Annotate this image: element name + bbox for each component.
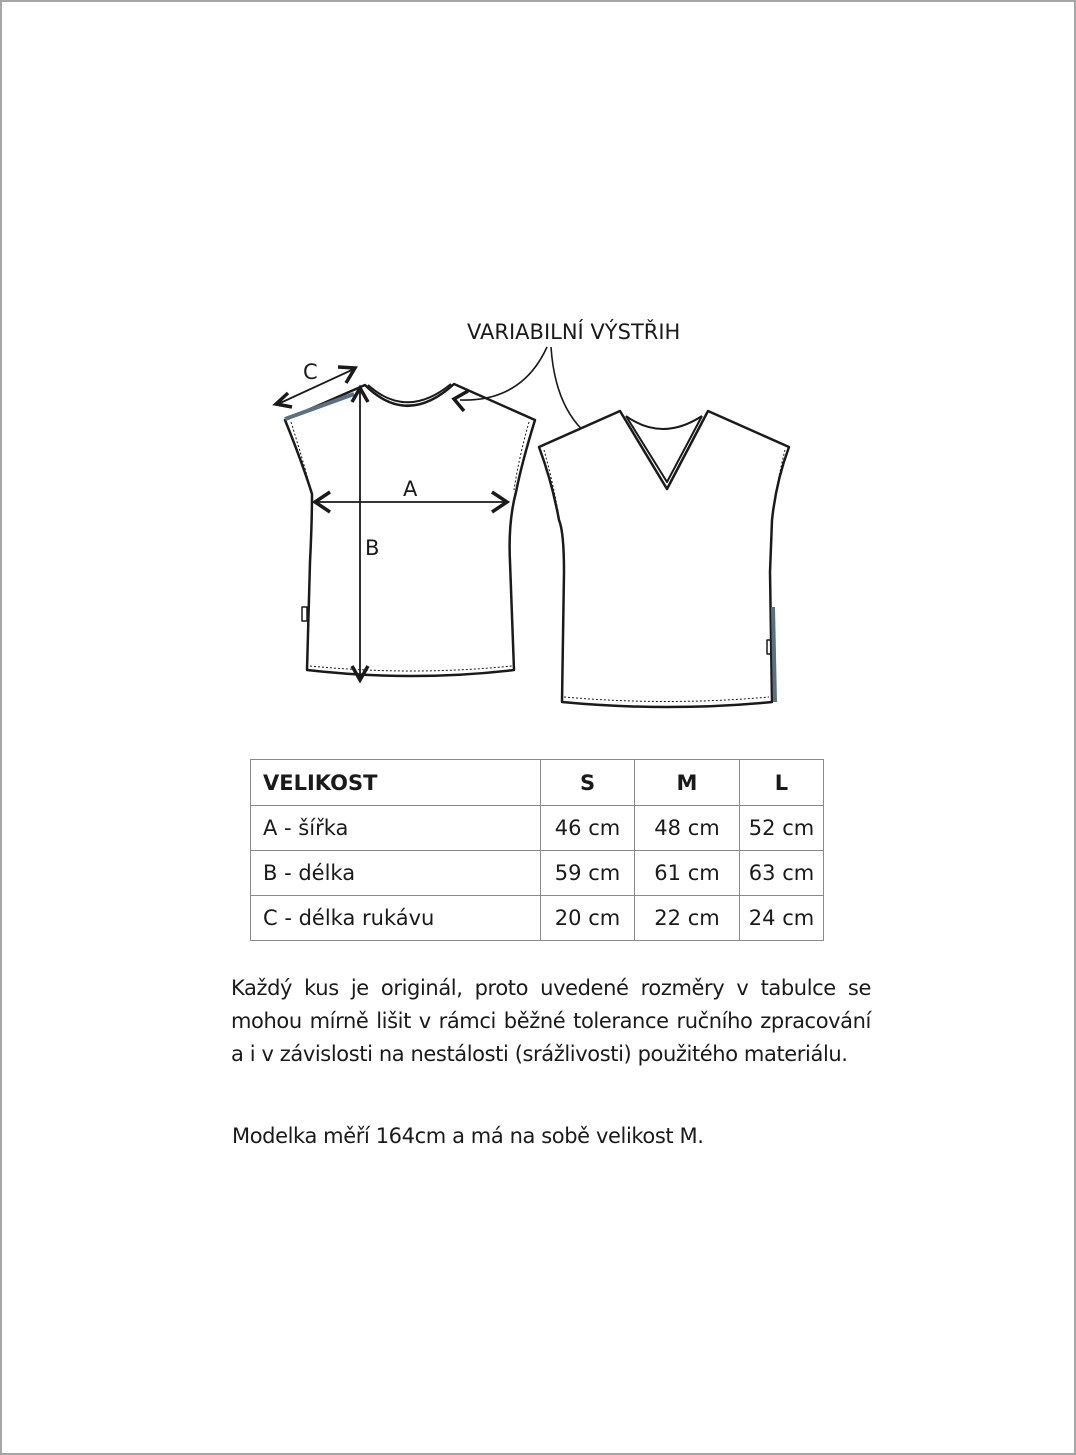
callout-label: VARIABILNÍ VÝSTŘIH	[467, 320, 681, 344]
header-l: L	[740, 760, 824, 806]
header-m: M	[635, 760, 740, 806]
model-info-text: Modelka měří 164cm a má na sobě velikost M.	[232, 1124, 704, 1148]
v-neck-shirt	[539, 411, 789, 707]
round-neck-shirt	[285, 384, 535, 676]
cell-m: 48 cm	[635, 806, 740, 851]
cell-l: 52 cm	[740, 806, 824, 851]
disclaimer-text: Každý kus je originál, proto uvedené rozměry v tabulce se mohou mírně lišit v rámci běžné tolerance ručního zpracování a i v závislosti na nestálosti (srážlivosti) použitého materiálu.	[231, 976, 871, 1066]
cell-s: 20 cm	[541, 896, 635, 941]
header-s: S	[541, 760, 635, 806]
row-label: A - šířka	[251, 806, 541, 851]
side-accent	[773, 607, 775, 702]
size-table	[250, 759, 824, 941]
cell-l: 63 cm	[740, 851, 824, 896]
measure-label-c: C	[303, 360, 318, 384]
cell-m: 22 cm	[635, 896, 740, 941]
cell-s: 46 cm	[541, 806, 635, 851]
cell-l: 24 cm	[740, 896, 824, 941]
measure-label-b: B	[365, 536, 380, 560]
cell-m: 61 cm	[635, 851, 740, 896]
table-row	[251, 806, 824, 851]
measure-label-a: A	[403, 477, 418, 501]
table-row	[251, 851, 824, 896]
header-size: VELIKOST	[251, 760, 541, 806]
row-label: C - délka rukávu	[251, 896, 541, 941]
row-label: B - délka	[251, 851, 541, 896]
garment-illustration	[2, 2, 1076, 762]
table-header-row	[251, 760, 824, 806]
table-row	[251, 896, 824, 941]
cell-s: 59 cm	[541, 851, 635, 896]
